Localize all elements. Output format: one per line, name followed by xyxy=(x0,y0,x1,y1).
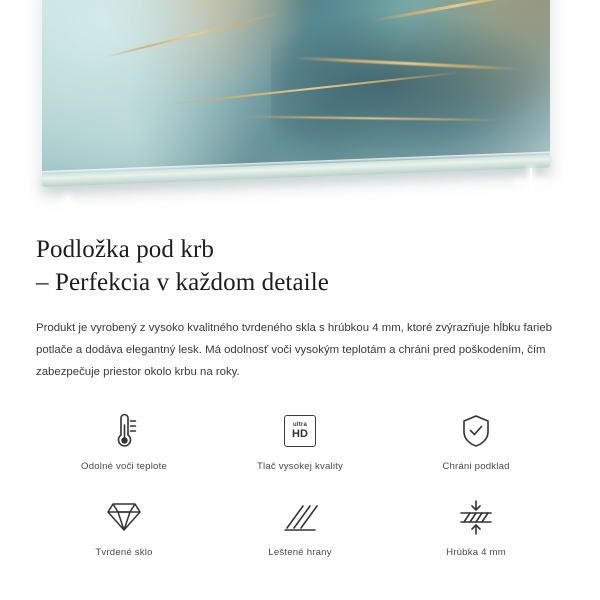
feature-item-thickness xyxy=(388,496,564,582)
thermometer-icon xyxy=(107,410,141,452)
polished-edges-icon xyxy=(281,496,319,538)
feature-item-temperature xyxy=(36,410,212,496)
feature-label: Tlač vysokej kvality xyxy=(256,460,344,472)
hero-image xyxy=(0,0,600,218)
page-title-line-1: Podložka pod krb xyxy=(36,236,214,263)
feature-item-print-quality xyxy=(212,410,388,496)
feature-label: Odolné voči teplote xyxy=(81,460,167,472)
feature-grid xyxy=(36,410,564,582)
content-area xyxy=(0,234,600,582)
product-description-text: Produkt je vyrobený z vysoko kvalitného tvrdeného skla s hrúbkou 4 mm, ktoré zvýrazňuje hĺbku farieb potlače a dodáva elegantný lesk. Má odolnosť voči vysokým teplotám a chráni pred poškodením, čím zabezpečuje priestor okolo krbu na roky. xyxy=(36,322,552,379)
feature-item-surface-protection xyxy=(388,410,564,496)
hero-image-inner xyxy=(0,0,600,218)
shield-check-icon xyxy=(459,410,493,452)
ultra-hd-badge-bottom: HD xyxy=(292,427,308,440)
feature-label: Tvrdené sklo xyxy=(95,546,153,558)
page-title-line-2: – Perfekcia v každom detaile xyxy=(36,268,329,296)
feature-label: Chráni podklad xyxy=(442,460,510,472)
thickness-icon xyxy=(456,496,496,538)
diamond-icon xyxy=(106,496,142,538)
feature-label: Hrúbka 4 mm xyxy=(446,546,506,558)
feature-item-polished-edges xyxy=(212,496,388,582)
page-title xyxy=(36,234,564,299)
ultra-hd-badge-top: ultra xyxy=(292,421,307,428)
ultra-hd-icon xyxy=(284,410,316,452)
feature-item-tempered-glass xyxy=(36,496,212,582)
feature-label: Leštené hrany xyxy=(268,546,332,558)
